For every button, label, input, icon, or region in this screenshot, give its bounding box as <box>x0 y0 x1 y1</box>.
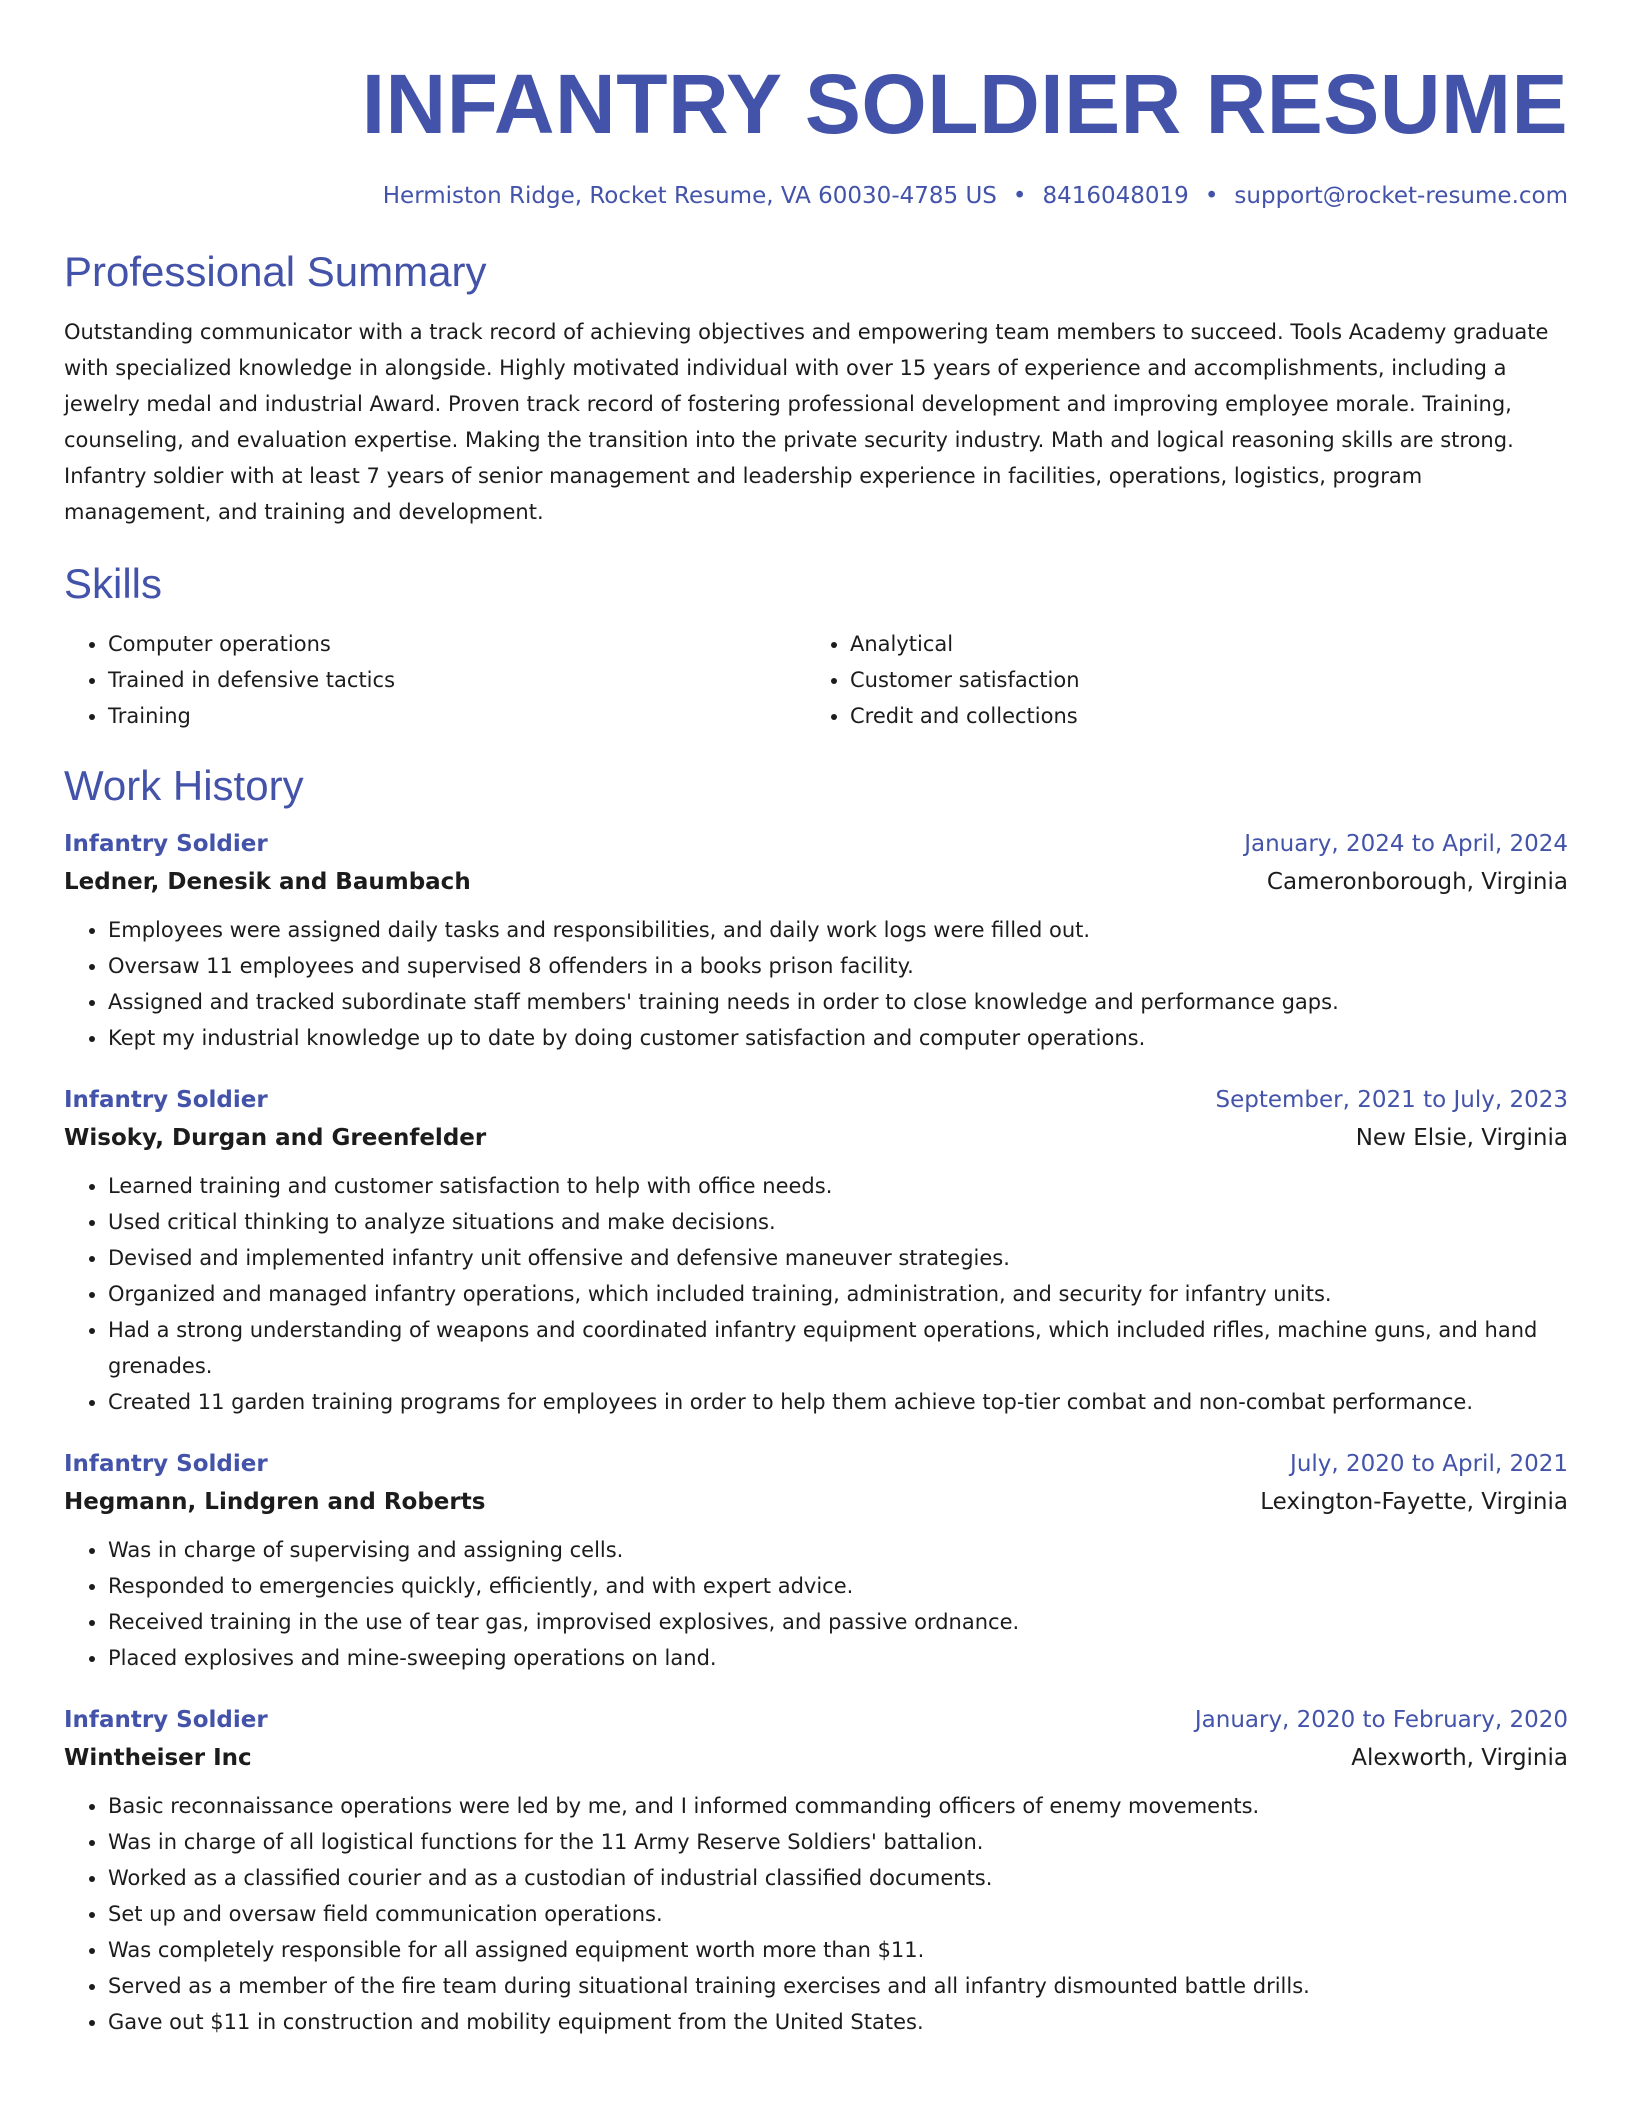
address: Hermiston Ridge, Rocket Resume, VA 60030-4785 US <box>382 183 997 209</box>
job-dates: January, 2020 to February, 2020 <box>1194 1707 1568 1733</box>
duty-item: • Set up and oversaw field communication operations. <box>108 1896 1568 1932</box>
duty-item: • Oversaw 11 employees and supervised 8 offenders in a books prison facility. <box>108 948 1568 984</box>
company-name: Hegmann, Lindgren and Roberts <box>64 1489 486 1515</box>
duty-item: • Kept my industrial knowledge up to date by doing customer satisfaction and computer operations. <box>108 1020 1568 1056</box>
duty-item: • Received training in the use of tear gas, improvised explosives, and passive ordnance. <box>108 1604 1568 1640</box>
summary-text: Outstanding communicator with a track record of achieving objectives and empowering team members to succeed. Tools Academy graduate with specialized knowledge in alongside. Highly motivated individual with over 15 years of experience and accomplishments, including a jewelry medal and industrial Award. Proven track record of fostering professional development and improving employee morale. Training, counseling, and evaluation expertise. Making the transition into the private security industry. Math and logical reasoning skills are strong. Infantry soldier with at least 7 years of senior management and leadership experience in facilities, operations, logistics, program management, and training and development. <box>64 320 1549 524</box>
skills-column-right <box>806 626 1548 734</box>
job-duties <box>64 1168 1568 1420</box>
duty-item: • Was completely responsible for all assigned equipment worth more than $11. <box>108 1932 1568 1968</box>
summary-heading: Professional Summary <box>64 248 487 295</box>
job-title: Infantry Soldier <box>64 1087 268 1113</box>
job-entry <box>64 1082 1568 1420</box>
contact-line <box>64 180 1568 212</box>
company-name: Wisoky, Durgan and Greenfelder <box>64 1125 487 1151</box>
job-duties <box>64 1532 1568 1676</box>
contact-separator: • <box>1204 183 1219 209</box>
skill-item: • Computer operations <box>108 626 806 662</box>
duty-item: • Worked as a classified courier and as a custodian of industrial classified documents. <box>108 1860 1568 1896</box>
job-duties <box>64 1788 1568 2040</box>
duty-item: • Responded to emergencies quickly, efficiently, and with expert advice. <box>108 1568 1568 1604</box>
phone: 8416048019 <box>1042 183 1189 209</box>
job-title: Infantry Soldier <box>64 831 268 857</box>
job-location: Alexworth, Virginia <box>1351 1745 1568 1771</box>
company-name: Ledner, Denesik and Baumbach <box>64 869 471 895</box>
job-location: Cameronborough, Virginia <box>1266 869 1568 895</box>
skills-column-left <box>64 626 806 734</box>
duty-item: • Was in charge of supervising and assigning cells. <box>108 1532 1568 1568</box>
company-name: Wintheiser Inc <box>64 1745 252 1771</box>
duty-item: • Basic reconnaissance operations were led by me, and I informed commanding officers of enemy movements. <box>108 1788 1568 1824</box>
job-location: New Elsie, Virginia <box>1355 1125 1568 1151</box>
duty-item: • Organized and managed infantry operations, which included training, administration, and security for infantry units. <box>108 1276 1568 1312</box>
duty-item: • Employees were assigned daily tasks and responsibilities, and daily work logs were filled out. <box>108 912 1568 948</box>
job-entry <box>64 1702 1568 2040</box>
skill-item: • Training <box>108 698 806 734</box>
work-history-heading: Work History <box>64 762 304 809</box>
duty-item: • Devised and implemented infantry unit offensive and defensive maneuver strategies. <box>108 1240 1568 1276</box>
skill-item: • Analytical <box>850 626 1548 662</box>
duty-item: • Served as a member of the fire team during situational training exercises and all infantry dismounted battle drills. <box>108 1968 1568 2004</box>
duty-item: • Learned training and customer satisfaction to help with office needs. <box>108 1168 1568 1204</box>
duty-item: • Was in charge of all logistical functions for the 11 Army Reserve Soldiers' battalion. <box>108 1824 1568 1860</box>
skills-heading: Skills <box>64 560 163 607</box>
duty-item: • Used critical thinking to analyze situations and make decisions. <box>108 1204 1568 1240</box>
duty-item: • Gave out $11 in construction and mobility equipment from the United States. <box>108 2004 1568 2040</box>
duty-item: • Placed explosives and mine-sweeping operations on land. <box>108 1640 1568 1676</box>
job-dates: January, 2024 to April, 2024 <box>1244 831 1568 857</box>
duty-item: • Assigned and tracked subordinate staff members' training needs in order to close knowledge and performance gaps. <box>108 984 1568 1020</box>
job-entry <box>64 1446 1568 1676</box>
skill-item: • Customer satisfaction <box>850 662 1548 698</box>
job-duties <box>64 912 1568 1056</box>
skill-item: • Credit and collections <box>850 698 1548 734</box>
duty-item: • Created 11 garden training programs for employees in order to help them achieve top-tier combat and non-combat performance. <box>108 1384 1568 1420</box>
job-entry <box>64 826 1568 1056</box>
email-link[interactable]: support@rocket-resume.com <box>1234 183 1568 209</box>
job-title: Infantry Soldier <box>64 1707 268 1733</box>
job-dates: September, 2021 to July, 2023 <box>1215 1087 1568 1113</box>
resume-title: INFANTRY SOLDIER RESUME <box>361 57 1568 151</box>
job-title: Infantry Soldier <box>64 1451 268 1477</box>
skills-list <box>64 626 1568 734</box>
skill-item: • Trained in defensive tactics <box>108 662 806 698</box>
duty-item: • Had a strong understanding of weapons and coordinated infantry equipment operations, which included rifles, machine guns, and hand grenades. <box>108 1312 1568 1384</box>
job-dates: July, 2020 to April, 2021 <box>1290 1451 1568 1477</box>
contact-separator: • <box>1012 183 1027 209</box>
job-location: Lexington-Fayette, Virginia <box>1260 1489 1568 1515</box>
resume-page <box>64 0 1568 2040</box>
